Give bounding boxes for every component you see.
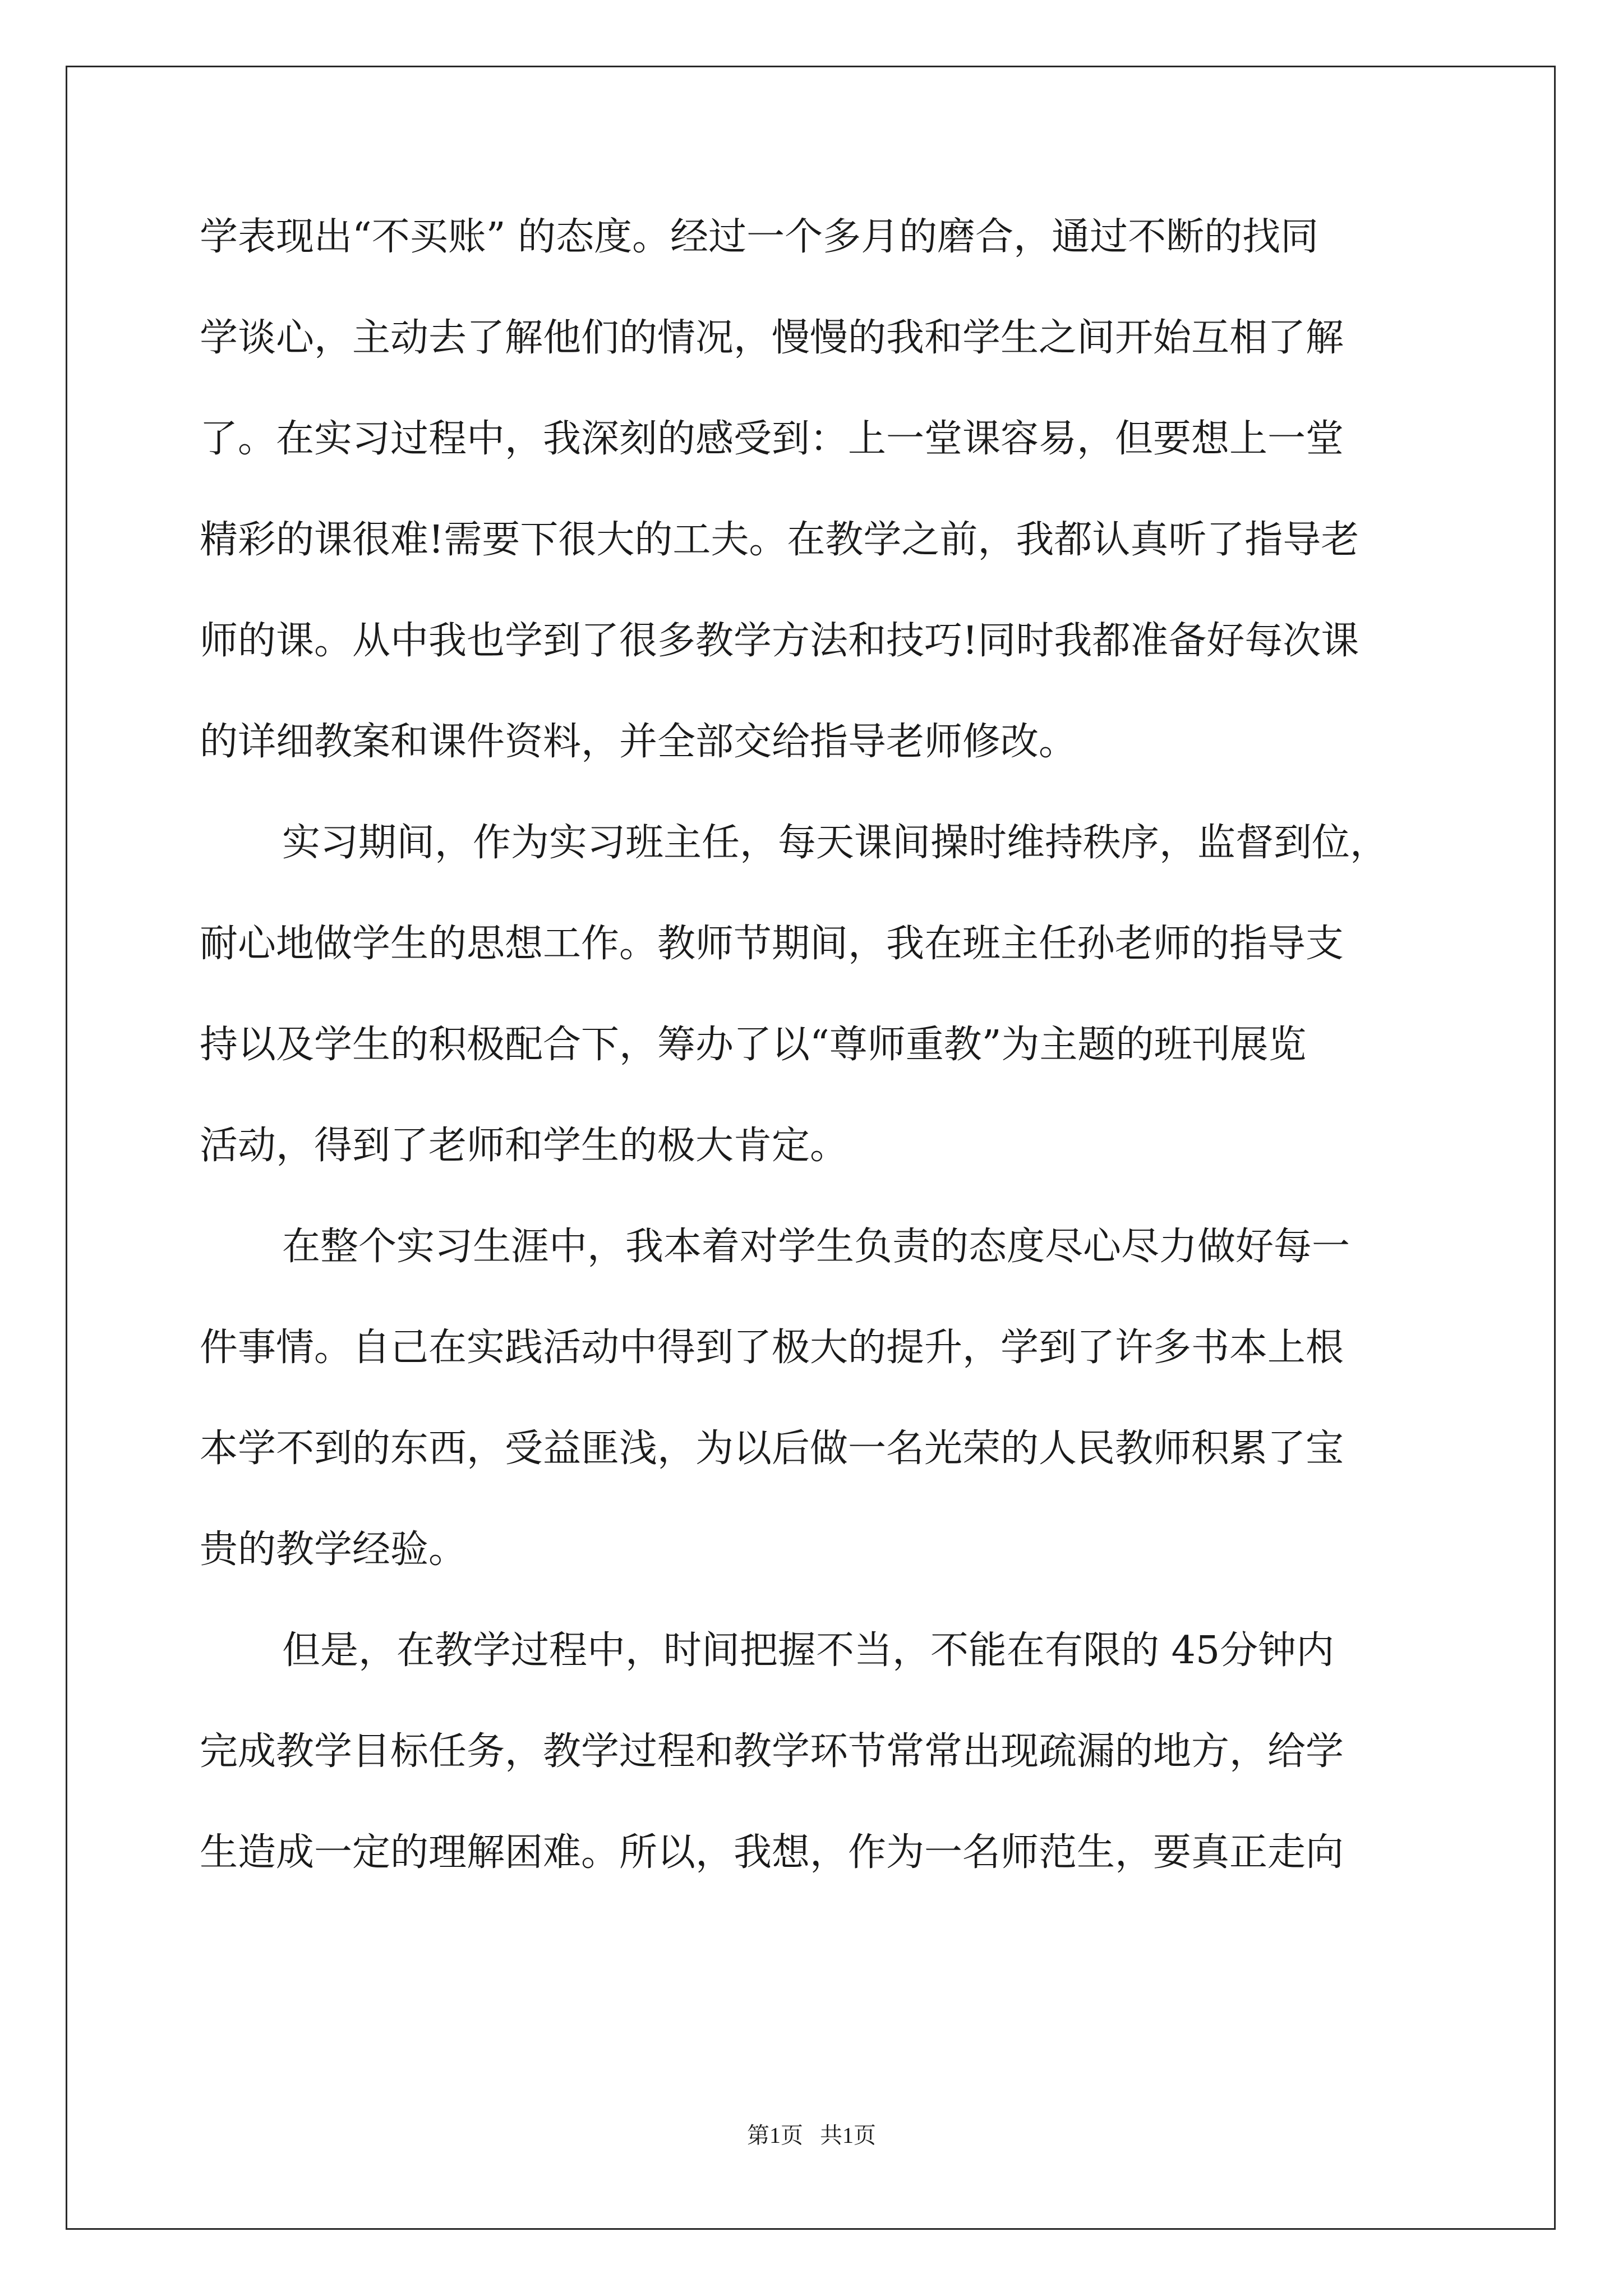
paragraph-line: 学表现出“不买账” 的态度。经过一个多月的磨合，通过不断的找同 (200, 215, 1319, 259)
paragraph-line: 精彩的课很难!需要下很大的工夫。在教学之前，我都认真听了指导老 (200, 518, 1359, 562)
page-footer: 第1页 共1页 (747, 2123, 876, 2148)
paragraph-line: 持以及学生的积极配合下，筹办了以“尊师重教”为主题的班刊展览 (200, 1023, 1307, 1067)
paragraph-line: 在整个实习生涯中，我本着对学生负责的态度尽心尽力做好每一 (282, 1225, 1350, 1269)
paragraph-line: 但是，在教学过程中，时间把握不当，不能在有限的 45分钟内 (282, 1628, 1335, 1673)
paragraph-line: 生造成一定的理解困难。所以，我想，作为一名师范生，要真正走向 (200, 1830, 1344, 1875)
paragraph-line: 本学不到的东西，受益匪浅，为以后做一名光荣的人民教师积累了宝 (200, 1427, 1344, 1471)
paragraph-line: 师的课。从中我也学到了很多教学方法和技巧!同时我都准备好每次课 (200, 619, 1359, 663)
paragraph-line: 贵的教学经验。 (200, 1527, 467, 1572)
paragraph-line: 完成教学目标任务，教学过程和教学环节常常出现疏漏的地方，给学 (200, 1729, 1344, 1774)
paragraph-line: 活动，得到了老师和学生的极大肯定。 (200, 1124, 849, 1168)
document-body (200, 212, 1433, 1929)
paragraph-line: 实习期间，作为实习班主任，每天课间操时维持秩序，监督到位， (282, 821, 1389, 865)
paragraph-line: 了。在实习过程中，我深刻的感受到：上一堂课容易，但要想上一堂 (200, 417, 1344, 461)
paragraph-line: 耐心地做学生的思想工作。教师节期间，我在班主任孙老师的指导支 (200, 922, 1344, 966)
paragraph-line: 的详细教案和课件资料，并全部交给指导老师修改。 (200, 720, 1077, 764)
paragraph-line: 件事情。自己在实践活动中得到了极大的提升，学到了许多书本上根 (200, 1326, 1344, 1370)
paragraph-line: 学谈心，主动去了解他们的情况，慢慢的我和学生之间开始互相了解 (200, 316, 1344, 360)
